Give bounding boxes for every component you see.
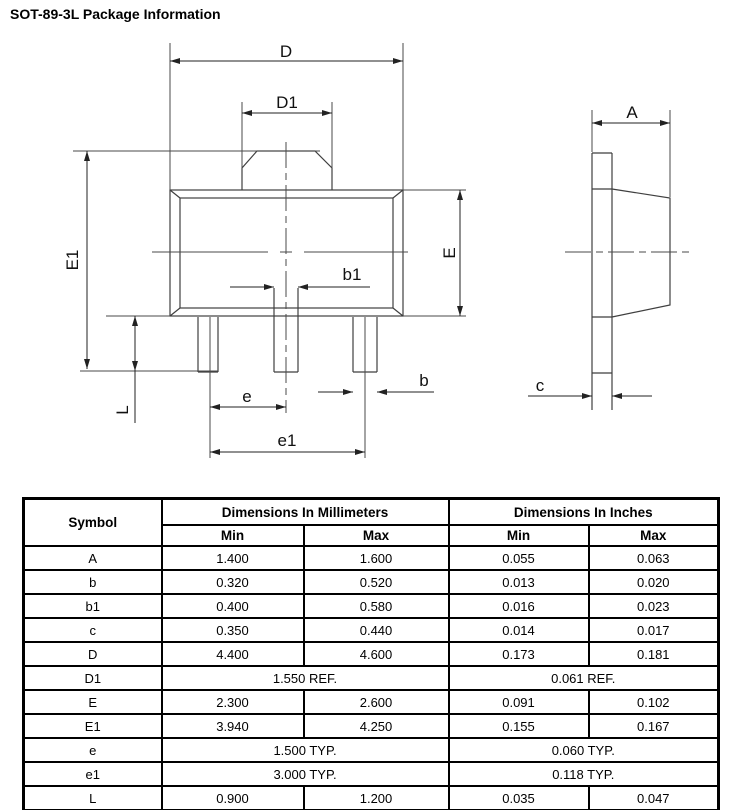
dim-label-E: E xyxy=(440,247,459,259)
cell-mm-max: 4.600 xyxy=(304,642,449,666)
cell-mm-min: 4.400 xyxy=(162,642,304,666)
cell-symbol: L xyxy=(24,786,162,810)
cell-mm-max: 0.440 xyxy=(304,618,449,642)
front-view xyxy=(63,42,466,458)
cell-in-min: 0.173 xyxy=(449,642,589,666)
dim-e1 xyxy=(210,431,365,452)
tab-outline xyxy=(242,151,332,190)
cell-in-max: 0.181 xyxy=(589,642,719,666)
cell-in-span: 0.118 TYP. xyxy=(449,762,719,786)
dim-b1 xyxy=(230,265,370,287)
cell-in-span: 0.061 REF. xyxy=(449,666,719,690)
dim-E1 xyxy=(63,151,87,369)
cell-mm-span: 3.000 TYP. xyxy=(162,762,449,786)
table-row xyxy=(24,546,719,570)
cell-in-min: 0.013 xyxy=(449,570,589,594)
table-row xyxy=(24,594,719,618)
dim-D1 xyxy=(242,93,332,113)
cell-mm-min: 0.400 xyxy=(162,594,304,618)
table-row xyxy=(24,786,719,810)
page-title: SOT-89-3L Package Information xyxy=(10,6,221,22)
cell-mm-max: 1.200 xyxy=(304,786,449,810)
header-millimeters: Dimensions In Millimeters xyxy=(162,499,449,526)
dim-label-L: L xyxy=(113,405,132,415)
header-inches: Dimensions In Inches xyxy=(449,499,719,526)
side-view xyxy=(528,103,692,410)
table-header-groups xyxy=(24,499,719,526)
cell-symbol: b1 xyxy=(24,594,162,618)
dim-label-c: c xyxy=(535,376,545,395)
dim-label-E1: E1 xyxy=(63,249,82,271)
cell-in-max: 0.063 xyxy=(589,546,719,570)
header-symbol: Symbol xyxy=(24,499,162,547)
cell-symbol: E1 xyxy=(24,714,162,738)
lead-left xyxy=(198,317,218,372)
table-row xyxy=(24,738,719,762)
header-in-min: Min xyxy=(449,525,589,546)
cell-in-min: 0.014 xyxy=(449,618,589,642)
dim-label-b: b xyxy=(419,371,429,390)
dim-label-e1: e1 xyxy=(277,431,297,450)
table-row xyxy=(24,666,719,690)
cell-in-max: 0.023 xyxy=(589,594,719,618)
table-row xyxy=(24,762,719,786)
dim-D xyxy=(170,42,403,61)
side-outline xyxy=(592,153,670,410)
cell-in-max: 0.102 xyxy=(589,690,719,714)
table-row xyxy=(24,690,719,714)
cell-in-max: 0.047 xyxy=(589,786,719,810)
dim-E xyxy=(440,190,460,316)
cell-mm-min: 3.940 xyxy=(162,714,304,738)
cell-mm-max: 1.600 xyxy=(304,546,449,570)
cell-in-min: 0.016 xyxy=(449,594,589,618)
cell-in-min: 0.091 xyxy=(449,690,589,714)
dim-label-A: A xyxy=(626,103,638,122)
header-in-max: Max xyxy=(589,525,719,546)
cell-mm-span: 1.500 TYP. xyxy=(162,738,449,762)
cell-in-min: 0.035 xyxy=(449,786,589,810)
cell-in-min: 0.055 xyxy=(449,546,589,570)
dim-label-D: D xyxy=(279,42,293,61)
dimensions-table xyxy=(22,497,720,810)
cell-in-max: 0.167 xyxy=(589,714,719,738)
dim-label-b1: b1 xyxy=(342,265,362,284)
dim-A xyxy=(592,103,670,123)
cell-symbol: e1 xyxy=(24,762,162,786)
cell-mm-min: 1.400 xyxy=(162,546,304,570)
dim-label-e: e xyxy=(242,387,252,406)
dim-label-D1: D1 xyxy=(276,93,298,112)
cell-in-span: 0.060 TYP. xyxy=(449,738,719,762)
cell-symbol: e xyxy=(24,738,162,762)
table-row xyxy=(24,618,719,642)
extension-lines xyxy=(73,43,466,371)
cell-mm-min: 2.300 xyxy=(162,690,304,714)
cell-symbol: D xyxy=(24,642,162,666)
cell-symbol: D1 xyxy=(24,666,162,690)
dim-c xyxy=(528,376,652,396)
cell-symbol: E xyxy=(24,690,162,714)
table-row xyxy=(24,714,719,738)
cell-mm-max: 4.250 xyxy=(304,714,449,738)
dim-e xyxy=(210,387,286,407)
cell-mm-min: 0.900 xyxy=(162,786,304,810)
cell-in-max: 0.020 xyxy=(589,570,719,594)
cell-mm-span: 1.550 REF. xyxy=(162,666,449,690)
dim-b xyxy=(318,371,434,392)
cell-mm-max: 0.520 xyxy=(304,570,449,594)
cell-in-max: 0.017 xyxy=(589,618,719,642)
header-mm-min: Min xyxy=(162,525,304,546)
cell-mm-min: 0.320 xyxy=(162,570,304,594)
cell-mm-max: 0.580 xyxy=(304,594,449,618)
table-row xyxy=(24,642,719,666)
header-mm-max: Max xyxy=(304,525,449,546)
dim-L xyxy=(113,316,135,423)
cell-symbol: c xyxy=(24,618,162,642)
cell-symbol: A xyxy=(24,546,162,570)
cell-mm-max: 2.600 xyxy=(304,690,449,714)
cell-symbol: b xyxy=(24,570,162,594)
cell-in-min: 0.155 xyxy=(449,714,589,738)
center-lines xyxy=(152,142,408,458)
cell-mm-min: 0.350 xyxy=(162,618,304,642)
table-row xyxy=(24,570,719,594)
